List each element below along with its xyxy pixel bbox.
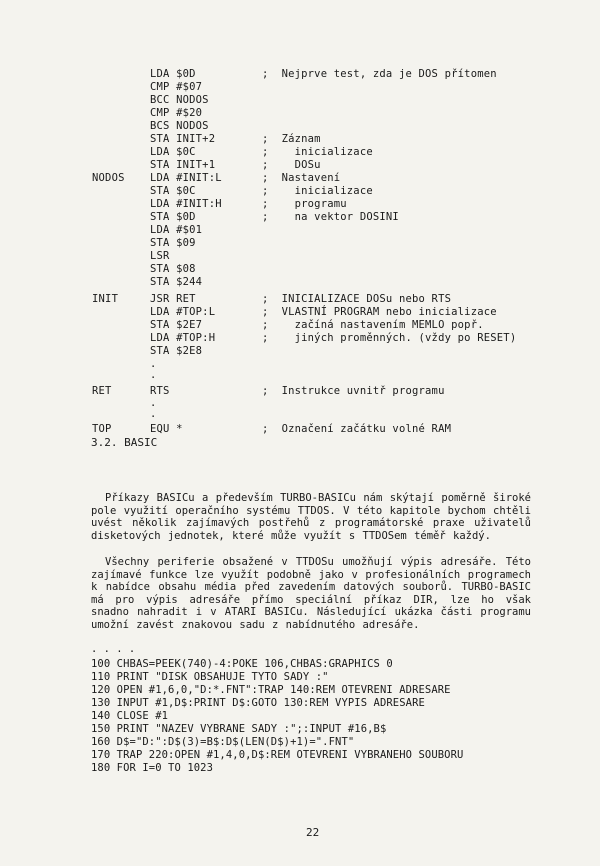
asm-instruction: BCS NODOS (150, 120, 209, 132)
asm-instruction: STA $09 (150, 237, 196, 249)
asm-comment: ; Označení začátku volné RAM (262, 423, 452, 435)
asm-comment: ; Instrukce uvnitř programu (262, 385, 445, 397)
body-paragraph: Všechny periferie obsažené v TTDOSu umožňují výpis adresáře. Této zajímavé funkce lze využít podobně jako v profesionálních programech k nabídce obsahu média před zavedením datových souborů. TURBO-BASIC má pro výpis adresáře přímo speciální příkaz DIR, lze ho však snadno nahradit i v ATARI BASICu. Následující ukázka části programu umožní zavést znakovou sadu z nabídnutého adresáře. (91, 556, 531, 631)
asm-line (0, 94, 209, 106)
asm-comment: ; Záznam (262, 133, 321, 145)
asm-line (0, 319, 484, 331)
asm-instruction: . (150, 397, 157, 409)
asm-instruction: JSR RET (150, 293, 196, 305)
asm-line (0, 159, 321, 171)
asm-instruction: . (150, 408, 157, 420)
asm-instruction: LDA #TOP:H (150, 332, 216, 344)
asm-line (0, 133, 321, 145)
asm-instruction: CMP #$07 (150, 81, 203, 93)
asm-comment: ; INICIALIZACE DOSu nebo RTS (262, 293, 452, 305)
asm-label: NODOS (92, 172, 125, 184)
asm-instruction: STA $2E8 (150, 345, 203, 357)
asm-instruction: RTS (150, 385, 170, 397)
asm-comment: ; inicializace (262, 185, 373, 197)
asm-line (0, 81, 203, 93)
asm-instruction: LDA #TOP:L (150, 306, 216, 318)
asm-line (0, 198, 347, 210)
asm-instruction: . (150, 358, 157, 370)
asm-comment: ; inicializace (262, 146, 373, 158)
asm-line (0, 345, 203, 357)
asm-instruction: STA $08 (150, 263, 196, 275)
asm-instruction: . (150, 369, 157, 381)
asm-instruction: STA INIT+1 (150, 159, 216, 171)
asm-comment: ; programu (262, 198, 347, 210)
asm-line (0, 68, 497, 80)
basic-code-line: 120 OPEN #1,6,0,"D:*.FNT":TRAP 140:REM OTEVRENI ADRESARE (91, 684, 451, 696)
asm-instruction: LDA #$01 (150, 224, 203, 236)
asm-line (0, 293, 452, 305)
asm-instruction: STA $0D (150, 211, 196, 223)
asm-line (0, 332, 517, 344)
asm-line (0, 211, 399, 223)
asm-line (0, 423, 452, 435)
asm-instruction: LDA #INIT:H (150, 198, 222, 210)
asm-instruction: LDA $0C (150, 146, 196, 158)
asm-line (0, 107, 203, 119)
asm-instruction: EQU * (150, 423, 183, 435)
asm-instruction: LSR (150, 250, 170, 262)
basic-code-line: 130 INPUT #1,D$:PRINT D$:GOTO 130:REM VYPIS ADRESARE (91, 697, 425, 709)
asm-line (0, 250, 170, 262)
basic-code-line: 100 CHBAS=PEEK(740)-4:POKE 106,CHBAS:GRAPHICS 0 (91, 658, 393, 670)
asm-instruction: STA $2E7 (150, 319, 203, 331)
basic-code-line: 140 CLOSE #1 (91, 710, 169, 722)
asm-line (0, 408, 157, 420)
asm-line (0, 306, 497, 318)
asm-label: INIT (92, 293, 119, 305)
asm-comment: ; Nejprve test, zda je DOS přítomen (262, 68, 497, 80)
asm-line (0, 276, 203, 288)
asm-instruction: BCC NODOS (150, 94, 209, 106)
asm-comment: ; VLASTNÍ PROGRAM nebo inicializace (262, 306, 497, 318)
basic-code-line: 180 FOR I=0 TO 1023 (91, 762, 214, 774)
asm-line (0, 263, 196, 275)
basic-code-line: 150 PRINT "NAZEV VYBRANE SADY :";:INPUT #16,B$ (91, 723, 387, 735)
asm-line (0, 172, 341, 184)
asm-comment: ; Nastavení (262, 172, 341, 184)
basic-code-line: 160 D$="D:":D$(3)=B$:D$(LEN(D$)+1)=".FNT" (91, 736, 355, 748)
asm-instruction: STA $244 (150, 276, 203, 288)
asm-line (0, 369, 157, 381)
body-paragraph: Příkazy BASICu a především TURBO-BASICu nám skýtají poměrně široké pole využití operačního systému TTDOS. V této kapitole bychom chtěli uvést několik zajímavých postřehů z programátorské praxe uživatelů disketových jednotek, které může využít s TTDOSem téměř každý. (91, 492, 531, 542)
asm-comment: ; DOSu (262, 159, 321, 171)
section-heading: 3.2. BASIC (91, 436, 158, 449)
asm-comment: ; na vektor DOSINI (262, 211, 399, 223)
asm-label: RET (92, 385, 112, 397)
asm-instruction: CMP #$20 (150, 107, 203, 119)
basic-code-line: 110 PRINT "DISK OBSAHUJE TYTO SADY :" (91, 671, 329, 683)
asm-line (0, 185, 373, 197)
asm-label: TOP (92, 423, 112, 435)
asm-line (0, 385, 445, 397)
asm-instruction: STA INIT+2 (150, 133, 216, 145)
asm-instruction: LDA #INIT:L (150, 172, 222, 184)
ellipsis: . . . . (91, 643, 136, 655)
page-number: 22 (306, 826, 320, 839)
asm-comment: ; začíná nastavením MEMLO popř. (262, 319, 484, 331)
asm-line (0, 146, 373, 158)
asm-line (0, 120, 209, 132)
basic-code-line: 170 TRAP 220:OPEN #1,4,0,D$:REM OTEVRENI VYBRANEHO SOUBORU (91, 749, 464, 761)
asm-line (0, 224, 203, 236)
asm-instruction: STA $0C (150, 185, 196, 197)
asm-comment: ; jiných proměnných. (vždy po RESET) (262, 332, 517, 344)
asm-instruction: LDA $0D (150, 68, 196, 80)
asm-line (0, 237, 196, 249)
